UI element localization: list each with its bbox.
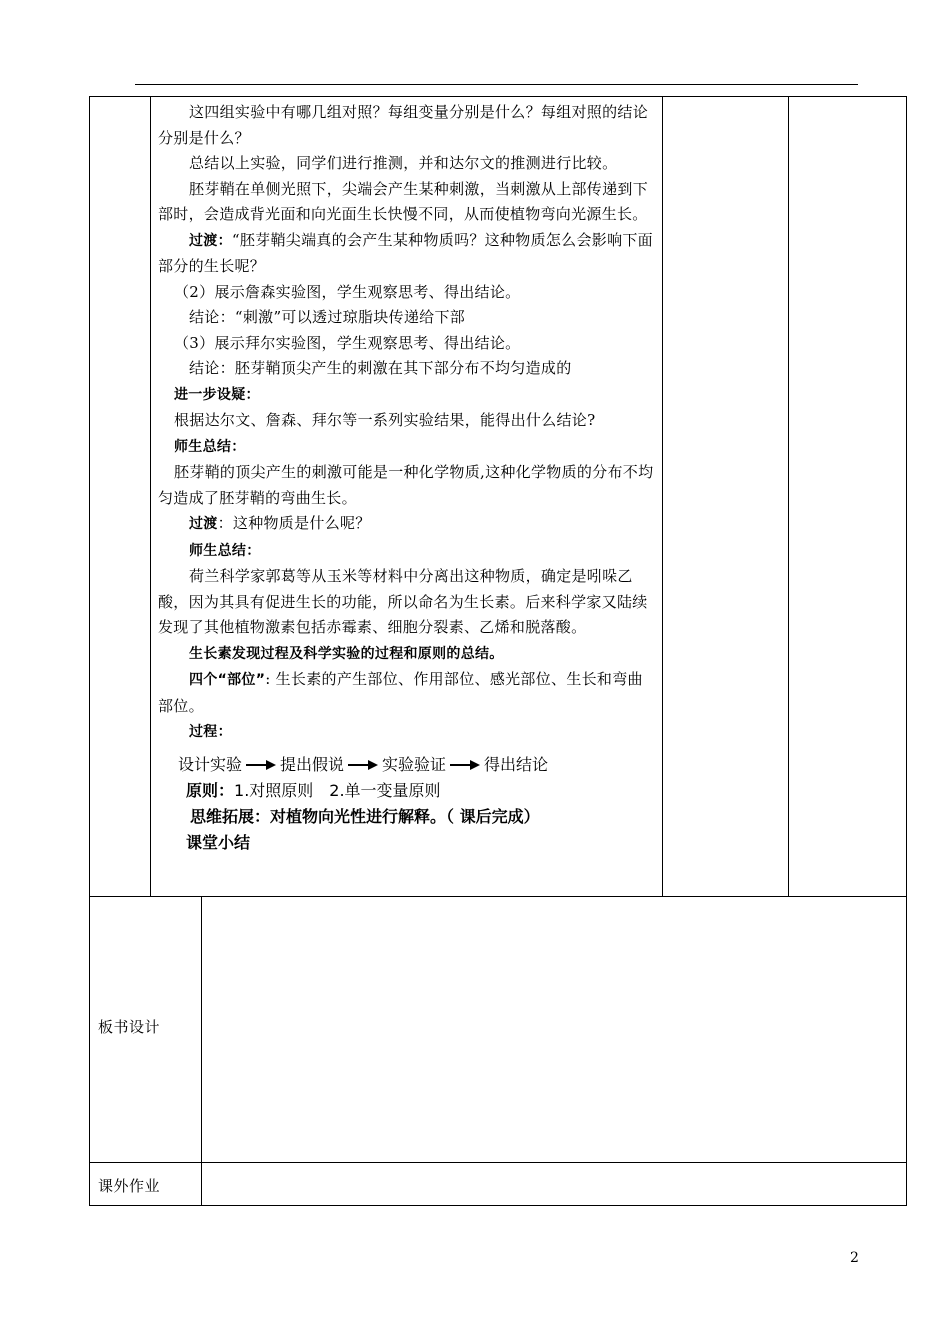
teaching-process-cell bbox=[158, 100, 658, 856]
row-divider bbox=[89, 1162, 907, 1163]
process-heading: 过程： bbox=[189, 724, 232, 740]
teacher-student-summary-heading-2: 师生总结： bbox=[189, 542, 261, 559]
transition-2-label: 过渡 bbox=[189, 516, 218, 532]
right-arrow-icon bbox=[450, 760, 480, 770]
auxin-discovery-paragraph: 荷兰科学家郭葛等从玉米等材料中分离出这种物质，确定是吲哚乙酸，因为其具有促进生长的功能，所以命名为生长素。后来科学家又陆续发现了其他植物激素包括赤霉素、细胞分裂素、乙烯和脱落酸。 bbox=[158, 567, 648, 636]
page-number: 2 bbox=[850, 1250, 859, 1266]
column-divider bbox=[788, 96, 789, 896]
principle-line bbox=[178, 778, 658, 804]
jensen-step: （2）展示詹森实验图，学生观察思考、得出结论。 bbox=[174, 282, 521, 301]
principle-text: 1.对照原则 2.单一变量原则 bbox=[234, 780, 441, 800]
further-question-text: 根据达尔文、詹森、拜尔等一系列实验结果，能得出什么结论? bbox=[174, 411, 596, 429]
flow-step: 得出结论 bbox=[484, 754, 549, 774]
column-divider bbox=[662, 96, 663, 896]
question-paragraph: 这四组实验中有哪几组对照？每组变量分别是什么？每组对照的结论分别是什么？ bbox=[158, 103, 649, 147]
darwin-conclusion: 胚芽鞘在单侧光照下，尖端会产生某种刺激，当刺激从上部传递到下部时，会造成背光面和向光面生长快慢不同，从而使植物弯向光源生长。 bbox=[158, 179, 649, 223]
transition-paragraph bbox=[158, 228, 658, 280]
four-parts-text: : 生长素的产生部位、作用部位、感光部位、生长和弯曲部位。 bbox=[158, 670, 643, 715]
process-flow bbox=[178, 752, 658, 778]
teacher-student-summary-heading: 师生总结： bbox=[174, 438, 246, 455]
column-divider bbox=[150, 96, 151, 896]
process-block bbox=[158, 752, 658, 856]
transition-2-text: ：这种物质是什么呢？ bbox=[217, 514, 371, 532]
flow-step: 实验验证 bbox=[382, 754, 447, 774]
chemical-substance-paragraph: 胚芽鞘的顶尖产生的刺激可能是一种化学物质,这种化学物质的分布不均匀造成了胚芽鞘的弯曲生长。 bbox=[158, 463, 654, 507]
extension-label: 思维拓展：对植物向光性进行解释。 bbox=[190, 806, 447, 826]
summary-instruction: 总结以上实验，同学们进行推测，并和达尔文的推测进行比较。 bbox=[189, 154, 618, 172]
transition-label: 过渡： bbox=[189, 232, 232, 249]
four-parts-label: 四个“部位” bbox=[189, 672, 266, 688]
further-question-heading: 进一步设疑： bbox=[174, 386, 260, 403]
paal-step: （3）展示拜尔实验图，学生观察思考、得出结论。 bbox=[174, 333, 521, 352]
flow-step: 设计实验 bbox=[178, 754, 243, 774]
transition-text: “胚芽鞘尖端真的会产生某种物质吗？这种物质怎么会影响下面部分的生长呢？ bbox=[158, 230, 653, 275]
right-arrow-icon bbox=[348, 760, 378, 770]
extension-line bbox=[178, 804, 658, 830]
board-design-label: 板书设计 bbox=[98, 1018, 161, 1036]
header-rule bbox=[135, 84, 858, 85]
jensen-conclusion: 结论：“刺激”可以透过琼脂块传递给下部 bbox=[189, 308, 466, 326]
extension-note: （ 课后完成） bbox=[446, 806, 540, 826]
flow-step: 提出假说 bbox=[280, 754, 345, 774]
homework-label: 课外作业 bbox=[98, 1177, 161, 1195]
row-divider bbox=[89, 896, 907, 897]
four-parts-paragraph bbox=[158, 667, 658, 719]
class-summary: 课堂小结 bbox=[186, 832, 251, 852]
paal-conclusion: 结论：胚芽鞘顶尖产生的刺激在其下部分布不均匀造成的 bbox=[189, 359, 572, 377]
auxin-summary-heading: 生长素发现过程及科学实验的过程和原则的总结。 bbox=[189, 645, 504, 662]
column-divider bbox=[201, 896, 202, 1206]
principle-label: 原则： bbox=[186, 780, 235, 800]
right-arrow-icon bbox=[246, 760, 276, 770]
class-summary-line bbox=[178, 830, 658, 856]
transition-2-paragraph bbox=[158, 511, 658, 538]
